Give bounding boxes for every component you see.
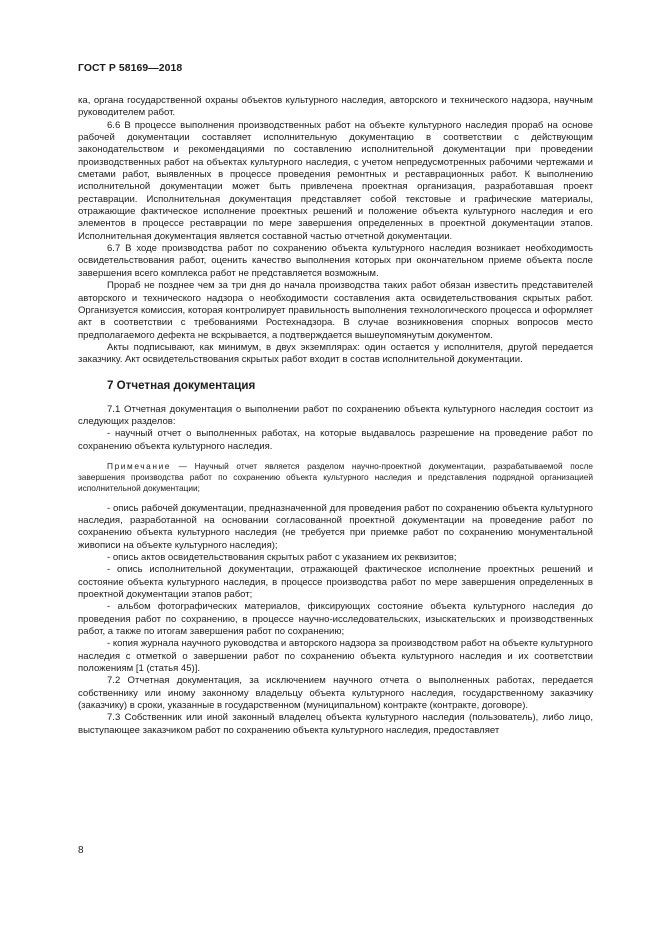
list-item: - опись актов освидетельствования скрытых работ с указанием их реквизитов; (107, 551, 457, 563)
paragraph: 6.6 В процессе выполнения производственных работ на объекте культурного наследия прораб на основе рабочей документации составляет исполнительную документацию в соответствии с действующим законодательством и рекомендациями по составлению исполнительной документации при проведении производственных работ на объектах культурного наследия, с учетом непредусмотренных рабочими чертежами и сметами работ, выявленных в процессе проведения ремонтных и реставрационных работ. К выполнению исполнительной документации может быть привлечена проектная организация, разработавшая проект реставрации. Исполнительная документация представляет собой текстовые и графические материалы, отражающие фактическое исполнение проектных решений и положение объекта культурного наследия и его элементов в процессе реставрации по мере завершения определенных в проектной документации этапов. Исполнительная документация является составной частью отчетной документации. (78, 119, 593, 242)
paragraph: 7.2 Отчетная документация, за исключением научного отчета о выполненных работах, передается собственнику или иному законному владельцу объекта культурного наследия, государственному заказчику (заказчику) в сроки, указанные в государственном (муниципальном) контракте (контракте, договоре). (78, 675, 593, 712)
note-text: — Научный отчет является разделом научно-проектной документации, разрабатываемой после завершения производства работ по сохранению объекта культурного наследия и представления подрядной организацией исполнительной документации; (78, 460, 593, 494)
document-body (78, 95, 593, 737)
paragraph: Прораб не позднее чем за три дня до начала производства таких работ обязан известить представителей авторского и технического надзора о необходимости составления акта освидетельствования скрытых работ. Организуется комиссия, которая контролирует правильность выполнения технологического процесса и оформляет акт в соответствии с требованиями Ростехнадзора. В случае возникновения спорных вопросов место предполагаемого дефекта не вскрывается, а подтверждается вышеупомянутым документом. (78, 280, 593, 341)
paragraph: 7.1 Отчетная документация о выполнении работ по сохранению объекта культурного наследия состоит из следующих разделов: (78, 403, 593, 427)
paragraph: Акты подписывают, как минимум, в двух экземплярах: один остается у исполнителя, другой передается заказчику. Акт освидетельствования скрытых работ входит в состав исполнительной документации. (78, 341, 593, 366)
paragraph: 6.7 В ходе производства работ по сохранению объекта культурного наследия возникает необходимость освидетельствования работ, оценить качество выполнения которых при окончательном приеме объекта после завершения всего комплекса работ не представляется возможным. (78, 243, 593, 279)
section-heading: 7 Отчетная документация (107, 378, 256, 392)
document-header: ГОСТ Р 58169—2018 (78, 63, 183, 74)
list-item: - научный отчет о выполненных работах, на которые выдавалось разрешение на проведение работ по сохранению объекта культурного наследия. (78, 428, 593, 452)
list-item: - копия журнала научного руководства и авторского надзора за производством работ на объекте культурного наследия с отметкой о завершении работ по сохранению объекта культурного наследия и их соответствии положениям [1 (статья 45)]. (78, 638, 593, 675)
paragraph: 7.3 Собственник или иной законный владелец объекта культурного наследия (пользователь), либо лицо, выступающее заказчиком работ по сохранению объекта культурного наследия, предоставляет (78, 712, 593, 736)
note (78, 461, 593, 495)
page-number: 8 (78, 845, 84, 856)
list-item: - опись рабочей документации, предназначенной для проведения работ по сохранению объекта культурного наследия, разработанной на основании согласованной проектной документации на проведение работ по сохранению объекта культурного наследия (не требуется при приемке работ по сохранению монументальной живописи на объекте культурного наследия); (78, 502, 593, 551)
list-item: - опись исполнительной документации, отражающей фактическое исполнение проектных решений и состояние объекта культурного наследия, в процессе производства работ по мере завершения определенных в проектной документации этапов работ; (78, 564, 593, 600)
note-label: Примечание (107, 460, 172, 471)
list-item: - альбом фотографических материалов, фиксирующих состояние объекта культурного наследия до проведения работ по сохранению, в процессе научно-исследовательских, изыскательских и производственных работ, а также по итогам завершения работ по сохранению; (78, 601, 593, 637)
paragraph: ка, органа государственной охраны объектов культурного наследия, авторского и технического надзора, научным руководителем работ. (78, 95, 593, 119)
